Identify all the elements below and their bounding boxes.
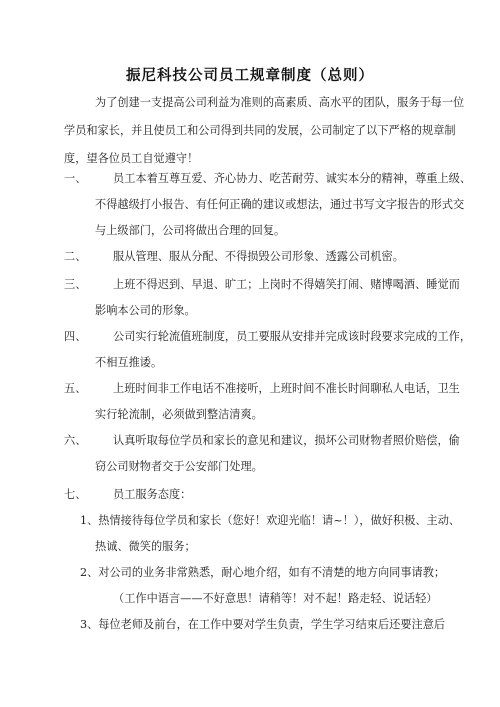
section-3-line-2: 影响本公司的形象。 bbox=[95, 304, 196, 317]
intro-line-2: 学员和家长，并且使员工和公司得到共同的发展，公司制定了以下严格的规章制 bbox=[64, 124, 456, 137]
section-5-number: 五、 bbox=[64, 382, 87, 395]
section-1-number: 一、 bbox=[64, 172, 87, 185]
section-6-line-2: 窃公司财物者交于公安部门处理。 bbox=[95, 460, 263, 473]
section-5-line-1: 上班时间非工作电话不准接听，上班时间不准长时间聊私人电话，卫生 bbox=[113, 382, 460, 395]
section-1-line-2: 不得越级打小报告、有任何正确的建议或想法，通过书写文字报告的形式交 bbox=[95, 198, 465, 211]
section-4-line-1: 公司实行轮流值班制度，员工要服从安排并完成该时段要求完成的工作， bbox=[113, 330, 472, 343]
document-title: 振尼科技公司员工规章制度（总则） bbox=[126, 67, 374, 84]
section-4-line-2: 不相互推诿。 bbox=[95, 356, 163, 369]
section-3-line-1: 上班不得迟到、早退、旷工；上岗时不得嬉笑打闹、赌博喝酒、睡觉而 bbox=[113, 278, 460, 291]
subitem-1-line-1: 1、热情接待每位学员和家长（您好！欢迎光临！请~！），做好积极、主动、 bbox=[80, 514, 461, 527]
section-2-number: 二、 bbox=[64, 250, 87, 263]
intro-line-3: 度，望各位员工自觉遵守！ bbox=[64, 152, 199, 165]
subitem-2-line-2: （工作中语言——不好意思！请稍等！对不起！路走轻、说话轻） bbox=[113, 592, 438, 605]
subitem-3-line-1: 3、每位老师及前台，在工作中要对学生负责，学生学习结束后还要注意后 bbox=[80, 618, 446, 631]
intro-line-1: 为了创建一支提高公司利益为准则的高素质、高水平的团队，服务于每一位 bbox=[95, 96, 465, 109]
section-1-line-1: 员工本着互尊互爱、齐心协力、吃苦耐劳、诚实本分的精神，尊重上级、 bbox=[113, 172, 472, 185]
section-5-line-2: 实行轮流制，必须做到整洁清爽。 bbox=[95, 408, 263, 421]
section-7-number: 七、 bbox=[64, 488, 87, 501]
section-4-number: 四、 bbox=[64, 330, 87, 343]
subitem-2-line-1: 2、对公司的业务非常熟悉，耐心地介绍，如有不清楚的地方向同事请教； bbox=[80, 566, 446, 579]
section-7-line-1: 员工服务态度： bbox=[113, 488, 192, 501]
section-2-line-1: 服从管理、服从分配、不得损毁公司形象、透露公司机密。 bbox=[113, 250, 404, 263]
section-6-line-1: 认真听取每位学员和家长的意见和建议，损坏公司财物者照价赔偿，偷 bbox=[113, 434, 460, 447]
subitem-1-line-2: 热诚、微笑的服务； bbox=[95, 540, 196, 553]
section-3-number: 三、 bbox=[64, 278, 87, 291]
section-6-number: 六、 bbox=[64, 434, 87, 447]
section-1-line-3: 与上级部门，公司将做出合理的回复。 bbox=[95, 224, 286, 237]
